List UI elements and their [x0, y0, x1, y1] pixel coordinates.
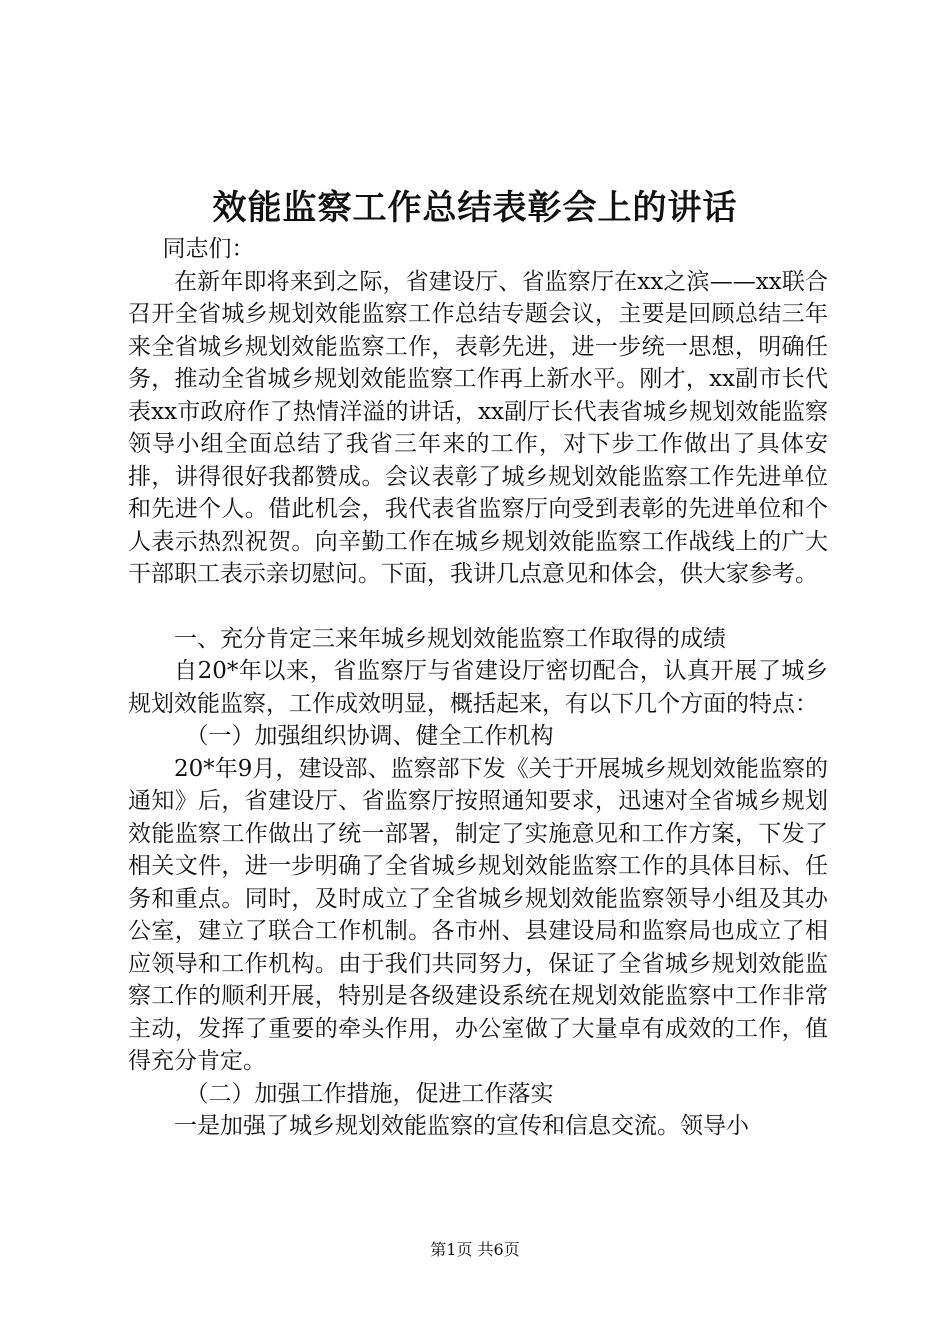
subsection-heading: （二）加强工作措施，促进工作落实: [185, 1080, 554, 1107]
section-heading: 一、充分肯定三来年城乡规划效能监察工作取得的成绩: [174, 625, 726, 652]
body-paragraph: 自20*年以来，省监察厅与省建设厅密切配合，认真开展了城乡规划效能监察，工作成效明显，概括起来，有以下几个方面的特点：: [128, 658, 828, 717]
subsection-heading: （一）加强组织协调、健全工作机构: [185, 723, 554, 749]
body-paragraph: 一是加强了城乡规划效能监察的宣传和信息交流。领导小: [174, 1113, 749, 1139]
document-body: [128, 233, 828, 1143]
body-paragraph: 在新年即将来到之际，省建设厅、省监察厅在xx之滨——xx联合召开全省城乡规划效能监察工作总结专题会议，主要是回顾总结三年来全省城乡规划效能监察工作，表彰先进，进一步统一思想，明确任务，推动全省城乡规划效能监察工作再上新水平。刚才，xx副市长代表xx市政府作了热情洋溢的讲话，xx副厅长代表省城乡规划效能监察领导小组全面总结了我省三年来的工作，对下步工作做出了具体安排，讲得很好我都赞成。会议表彰了城乡规划效能监察工作先进单位和先进个人。借此机会，我代表省监察厅向受到表彰的先进单位和个人表示热烈祝贺。向辛勤工作在城乡规划效能监察工作战线上的广大干部职工表示亲切慰问。下面，我讲几点意见和体会，供大家参考。: [128, 268, 828, 587]
page-number-footer: 第1页 共6页: [430, 1240, 520, 1259]
salutation-paragraph: 同志们：: [162, 236, 255, 262]
document-title: 效能监察工作总结表彰会上的讲话: [212, 188, 738, 228]
body-paragraph: 20*年9月，建设部、监察部下发《关于开展城乡规划效能监察的通知》后，省建设厅、省监察厅按照通知要求，迅速对全省城乡规划效能监察工作做出了统一部署，制定了实施意见和工作方案，下发了相关文件，进一步明确了全省城乡规划效能监察工作的具体目标、任务和重点。同时，及时成立了全省城乡规划效能监察领导小组及其办公室，建立了联合工作机制。各市州、县建设局和监察局也成立了相应领导和工作机构。由于我们共同努力，保证了全省城乡规划效能监察工作的顺利开展，特别是各级建设系统在规划效能监察中工作非常主动，发挥了重要的牵头作用，办公室做了大量卓有成效的工作，值得充分肯定。: [128, 755, 828, 1074]
